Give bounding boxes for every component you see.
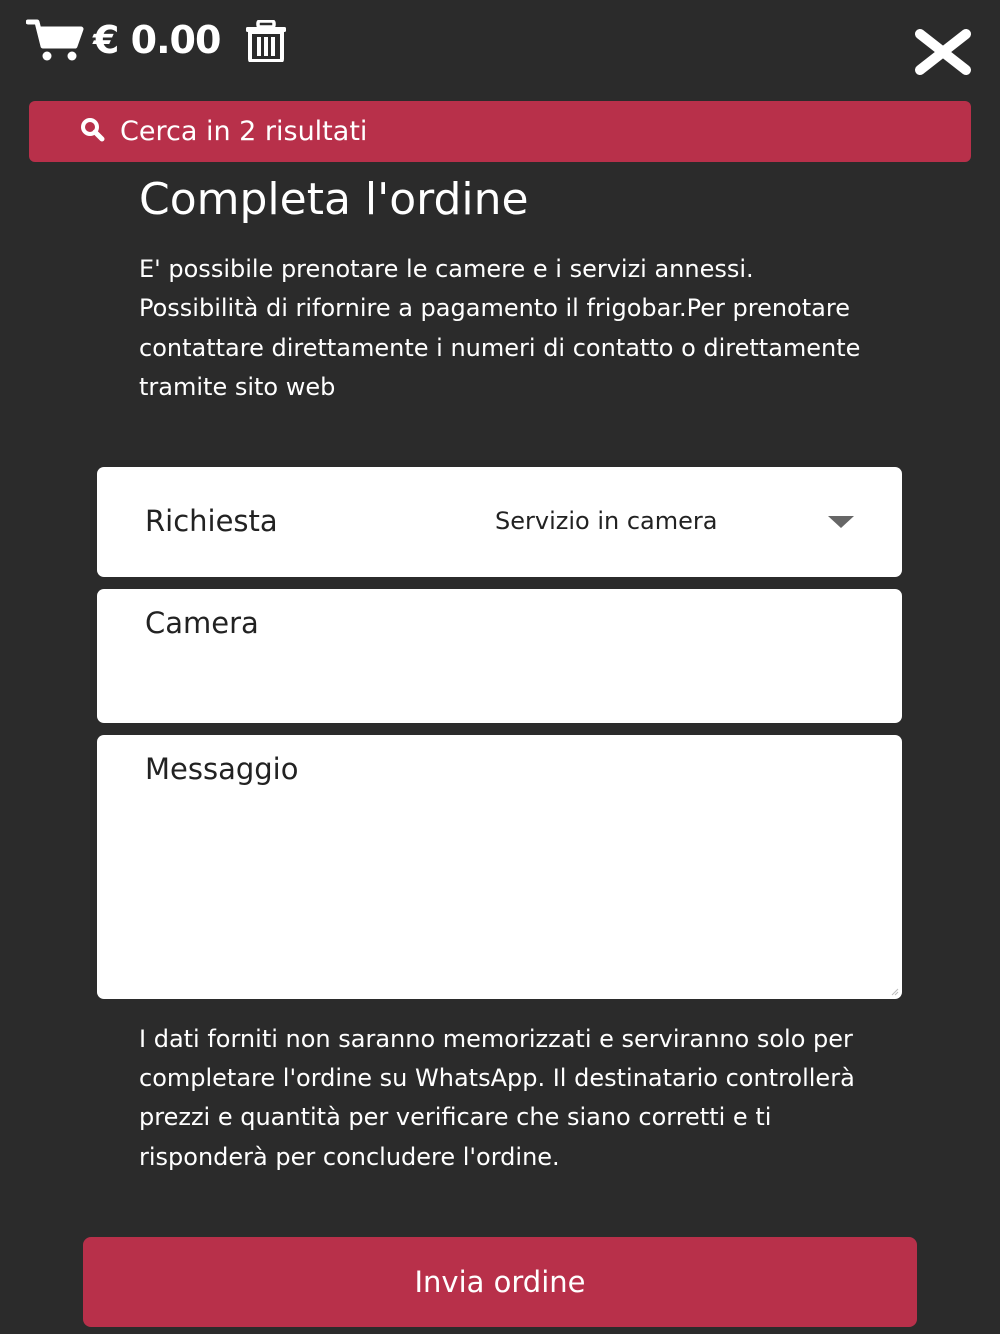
request-label: Richiesta: [145, 504, 278, 538]
search-input[interactable]: Cerca in 2 risultati: [120, 116, 368, 147]
search-icon: [79, 117, 111, 145]
intro-text: E' possibile prenotare le camere e i servizi annessi. Possibilità di rifornire a pagamento il frigobar.Per prenotare contattare direttamente i numeri di contatto o direttamente tramite sito web: [139, 255, 861, 401]
room-field[interactable]: [97, 589, 902, 723]
submit-order-label: Invia ordine: [414, 1265, 586, 1299]
resize-handle-icon[interactable]: [891, 988, 899, 996]
trash-icon[interactable]: [244, 20, 288, 62]
close-icon[interactable]: [912, 28, 974, 76]
page-title: Completa l'ordine: [139, 174, 529, 225]
room-field-label: Camera: [145, 606, 259, 640]
top-bar: [0, 0, 1000, 95]
disclaimer-text: I dati forniti non saranno memorizzati e serviranno solo per completare l'ordine su WhatsApp. Il destinatario controllerà prezzi e quantità per verificare che siano corretti e ti risponderà per concludere l'ordine.: [139, 1025, 855, 1171]
cart-icon: [26, 18, 84, 62]
request-selected-value: Servizio in camera: [495, 507, 718, 535]
request-select[interactable]: [97, 467, 902, 577]
message-field-label: Messaggio: [145, 752, 299, 786]
message-field[interactable]: [97, 735, 902, 999]
cart-total: € 0.00: [93, 18, 221, 62]
search-bar[interactable]: [29, 101, 971, 162]
chevron-down-icon: [828, 516, 854, 528]
submit-order-button[interactable]: [83, 1237, 917, 1327]
